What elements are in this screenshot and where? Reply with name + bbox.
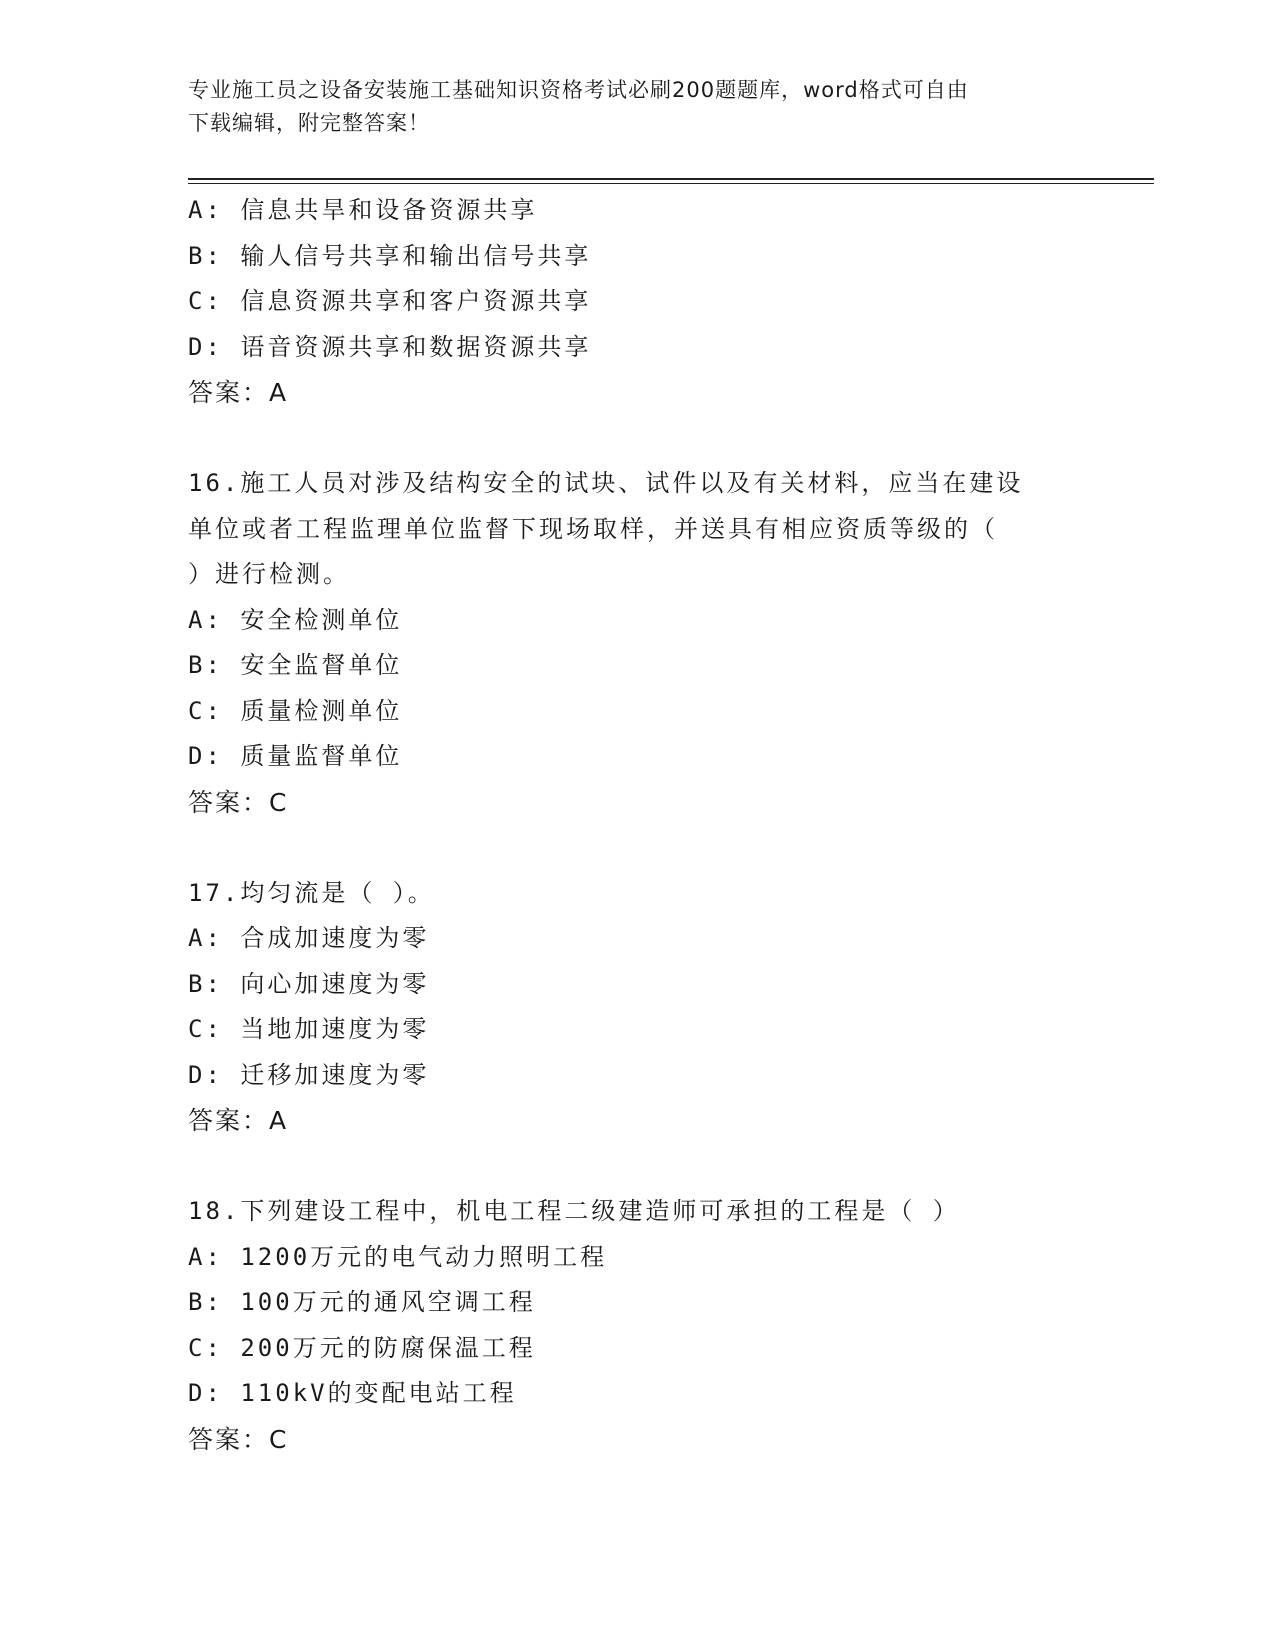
option-b: B: 输人信号共享和输出信号共享 [188, 241, 592, 270]
answer: 答案：A [188, 378, 289, 407]
option-d: D: 质量监督单位 [188, 742, 403, 770]
option-d: D: 110kV的变配电站工程 [188, 1379, 517, 1407]
option-b: B: 100万元的通风空调工程 [188, 1288, 536, 1316]
header-line-2: 下载编辑，附完整答案！ [188, 111, 430, 135]
answer: 答案：A [188, 1106, 289, 1135]
option-d: D: 迁移加速度为零 [188, 1060, 430, 1089]
question-stem-line: 17.均匀流是（ ）。 [188, 878, 435, 907]
question-stem-line: ）进行检测。 [188, 560, 350, 588]
question-16 [188, 461, 1088, 825]
spacer [188, 1144, 1088, 1190]
question-15-continued [188, 188, 1088, 416]
spacer [188, 825, 1088, 871]
question-17 [188, 871, 1088, 1144]
spacer [188, 416, 1088, 462]
option-c: C: 质量检测单位 [188, 696, 403, 725]
option-c: C: 信息资源共享和客户资源共享 [188, 287, 592, 315]
question-18 [188, 1189, 1088, 1462]
answer: 答案：C [188, 1424, 289, 1454]
question-list [188, 188, 1088, 1462]
answer: 答案：C [188, 787, 289, 817]
question-stem-line: 单位或者工程监理单位监督下现场取样，并送具有相应资质等级的（ [188, 514, 998, 543]
option-a: A: 合成加速度为零 [188, 924, 430, 952]
document-header [188, 74, 1068, 140]
header-divider-thick [188, 178, 1154, 180]
option-c: C: 当地加速度为零 [188, 1015, 430, 1043]
question-stem-line: 16.施工人员对涉及结构安全的试块、试件以及有关材料，应当在建设 [188, 469, 1024, 497]
option-c: C: 200万元的防腐保温工程 [188, 1333, 536, 1362]
option-b: B: 向心加速度为零 [188, 969, 430, 998]
option-a: A: 信息共旱和设备资源共享 [188, 196, 538, 224]
question-stem-line: 18.下列建设工程中，机电工程二级建造师可承担的工程是（ ） [188, 1197, 960, 1225]
option-d: D: 语音资源共享和数据资源共享 [188, 332, 592, 361]
option-b: B: 安全监督单位 [188, 651, 403, 679]
option-a: A: 安全检测单位 [188, 605, 403, 634]
header-line-1: 专业施工员之设备安装施工基础知识资格考试必刷200题题库，word格式可自由 [188, 78, 969, 102]
option-a: A: 1200万元的电气动力照明工程 [188, 1242, 608, 1271]
header-divider-thin [188, 183, 1154, 184]
